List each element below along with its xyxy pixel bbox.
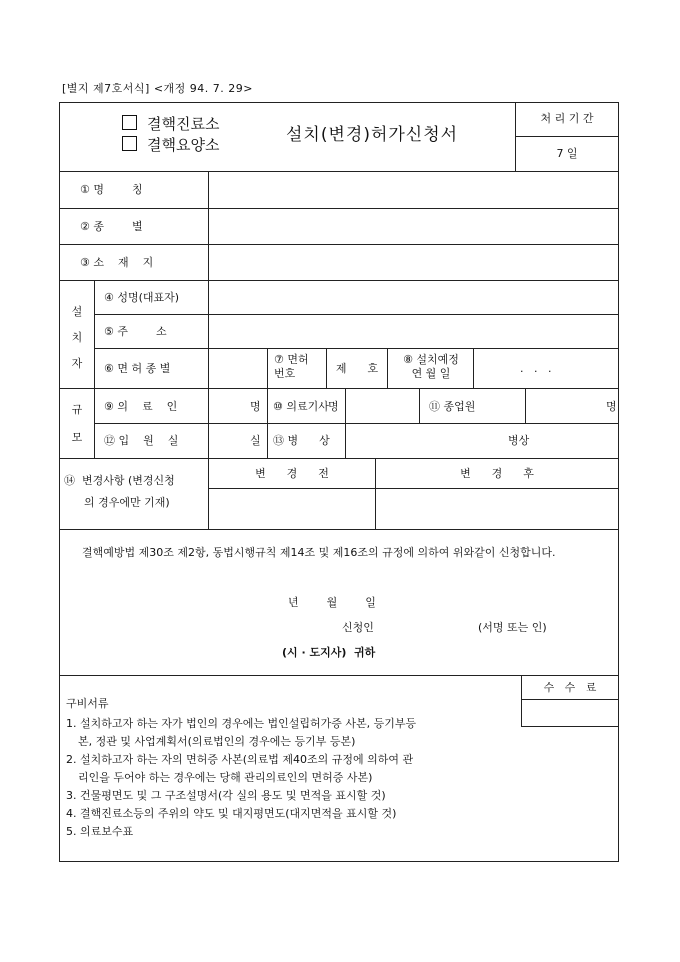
doctors-unit[interactable]: 명 (250, 400, 261, 413)
row-divider (60, 675, 618, 676)
field-label-license-type: ⑥ 면 허 종 별 (104, 362, 171, 375)
changes-before-header: 변 경 전 (255, 467, 329, 480)
location-input[interactable] (209, 245, 618, 280)
changes-after-header: 변 경 후 (460, 467, 534, 480)
col-divider (267, 348, 268, 388)
installer-group-label: 설 치 자 (71, 305, 83, 370)
col-divider (387, 348, 388, 388)
col-divider (419, 388, 420, 423)
installer-address-input[interactable] (209, 315, 618, 348)
signature-label: (서명 또는 인) (478, 621, 547, 634)
form-header: [별지 제7호서식] <개정 94. 7. 29> (62, 82, 253, 95)
technicians-unit[interactable]: 명 (328, 400, 339, 413)
changes-after-input[interactable] (376, 489, 618, 529)
license-number-value[interactable]: 제 호 (335, 362, 379, 375)
type-input[interactable] (209, 209, 618, 244)
list-item: 리인을 두어야 하는 경우에는 당해 관리의료인의 면허증 사본) (78, 771, 373, 784)
list-item: 5. 의료보수표 (66, 825, 134, 838)
beds-unit[interactable]: 병상 (508, 434, 530, 447)
addressee: (시 · 도지사) 귀하 (282, 646, 376, 659)
license-type-input[interactable] (209, 349, 267, 388)
form-title: 설치(변경)허가신청서 (286, 125, 459, 145)
processing-period-value: 7 일 (556, 147, 578, 160)
application-form (59, 102, 619, 862)
changes-before-input[interactable] (209, 489, 375, 529)
rooms-unit[interactable]: 실 (250, 434, 261, 447)
field-label-installer-name: ④ 성명(대표자) (104, 291, 180, 304)
row-divider (94, 348, 618, 349)
field-label-license-number: ⑦ 면허 번호 (274, 353, 309, 380)
list-item: 3. 건물평면도 및 그 구조설명서(각 실의 용도 및 면적을 표시할 것) (66, 789, 386, 802)
col-divider (345, 388, 346, 458)
fee-label: 수 수 료 (543, 681, 597, 694)
field-label-type: ② 종 별 (80, 220, 143, 233)
documents-list (66, 715, 506, 841)
row-divider (60, 458, 618, 459)
staff-unit[interactable]: 명 (606, 400, 617, 413)
changes-label-line2: 의 경우에만 기재) (84, 496, 170, 509)
list-item: 1. 설치하고자 하는 자가 법인의 경우에는 법인설립허가증 사본, 등기부등 (66, 717, 417, 730)
name-input[interactable] (209, 172, 618, 208)
col-divider (525, 388, 526, 423)
checkbox-tb-sanatorium[interactable]: 결핵요양소 (122, 136, 219, 155)
row-divider (521, 726, 618, 727)
field-label-beds: ⑬ 병 상 (273, 434, 330, 447)
field-label-planned-date: ⑧ 설치예정 연 월 일 (403, 353, 459, 380)
planned-date-value[interactable]: . . . (520, 362, 552, 375)
checkbox-icon[interactable] (122, 136, 137, 151)
checkbox-tb-clinic[interactable]: 결핵진료소 (122, 115, 219, 134)
applicant-label: 신청인 (342, 621, 374, 634)
row-divider (94, 423, 618, 424)
scale-group-label: 규 모 (71, 403, 83, 444)
list-item: 4. 결핵진료소등의 주위의 약도 및 대지평면도(대지면적을 표시할 것) (66, 807, 397, 820)
field-label-doctors: ⑨ 의 료 인 (104, 400, 178, 413)
row-divider (515, 136, 618, 137)
list-item: 본, 정관 및 사업계획서(의료법인의 경우에는 등기부 등본) (78, 735, 356, 748)
row-divider (60, 529, 618, 530)
checkbox-icon[interactable] (122, 115, 137, 130)
field-label-name: ① 명 칭 (80, 183, 143, 196)
list-item: 2. 설치하고자 하는 자의 면허증 사본(의료법 제40조의 규정에 의하여 관 (66, 753, 414, 766)
field-label-staff: ⑪ 종업원 (429, 400, 476, 413)
field-label-location: ③ 소 재 지 (80, 256, 154, 269)
row-divider (60, 388, 618, 389)
field-label-installer-address: ⑤ 주 소 (104, 325, 167, 338)
processing-period-label: 처 리 기 간 (540, 112, 594, 125)
changes-label-line1: ⑭ 변경사항 (변경신청 (64, 474, 175, 487)
documents-title: 구비서류 (66, 697, 109, 710)
field-label-inpatient-rooms: ⑫ 입 원 실 (104, 434, 179, 447)
application-statement: 결핵예방법 제30조 제2항, 동법시행규칙 제14조 및 제16조의 규정에 의하여 위와같이 신청합니다. (82, 546, 556, 559)
fee-input[interactable] (522, 700, 618, 726)
col-divider (267, 388, 268, 458)
application-date[interactable]: 년 월 일 (288, 596, 376, 609)
col-divider (94, 280, 95, 458)
field-label-technicians: ⑩ 의료기사 (273, 400, 329, 413)
col-divider (473, 348, 474, 388)
installer-name-input[interactable] (209, 281, 618, 314)
